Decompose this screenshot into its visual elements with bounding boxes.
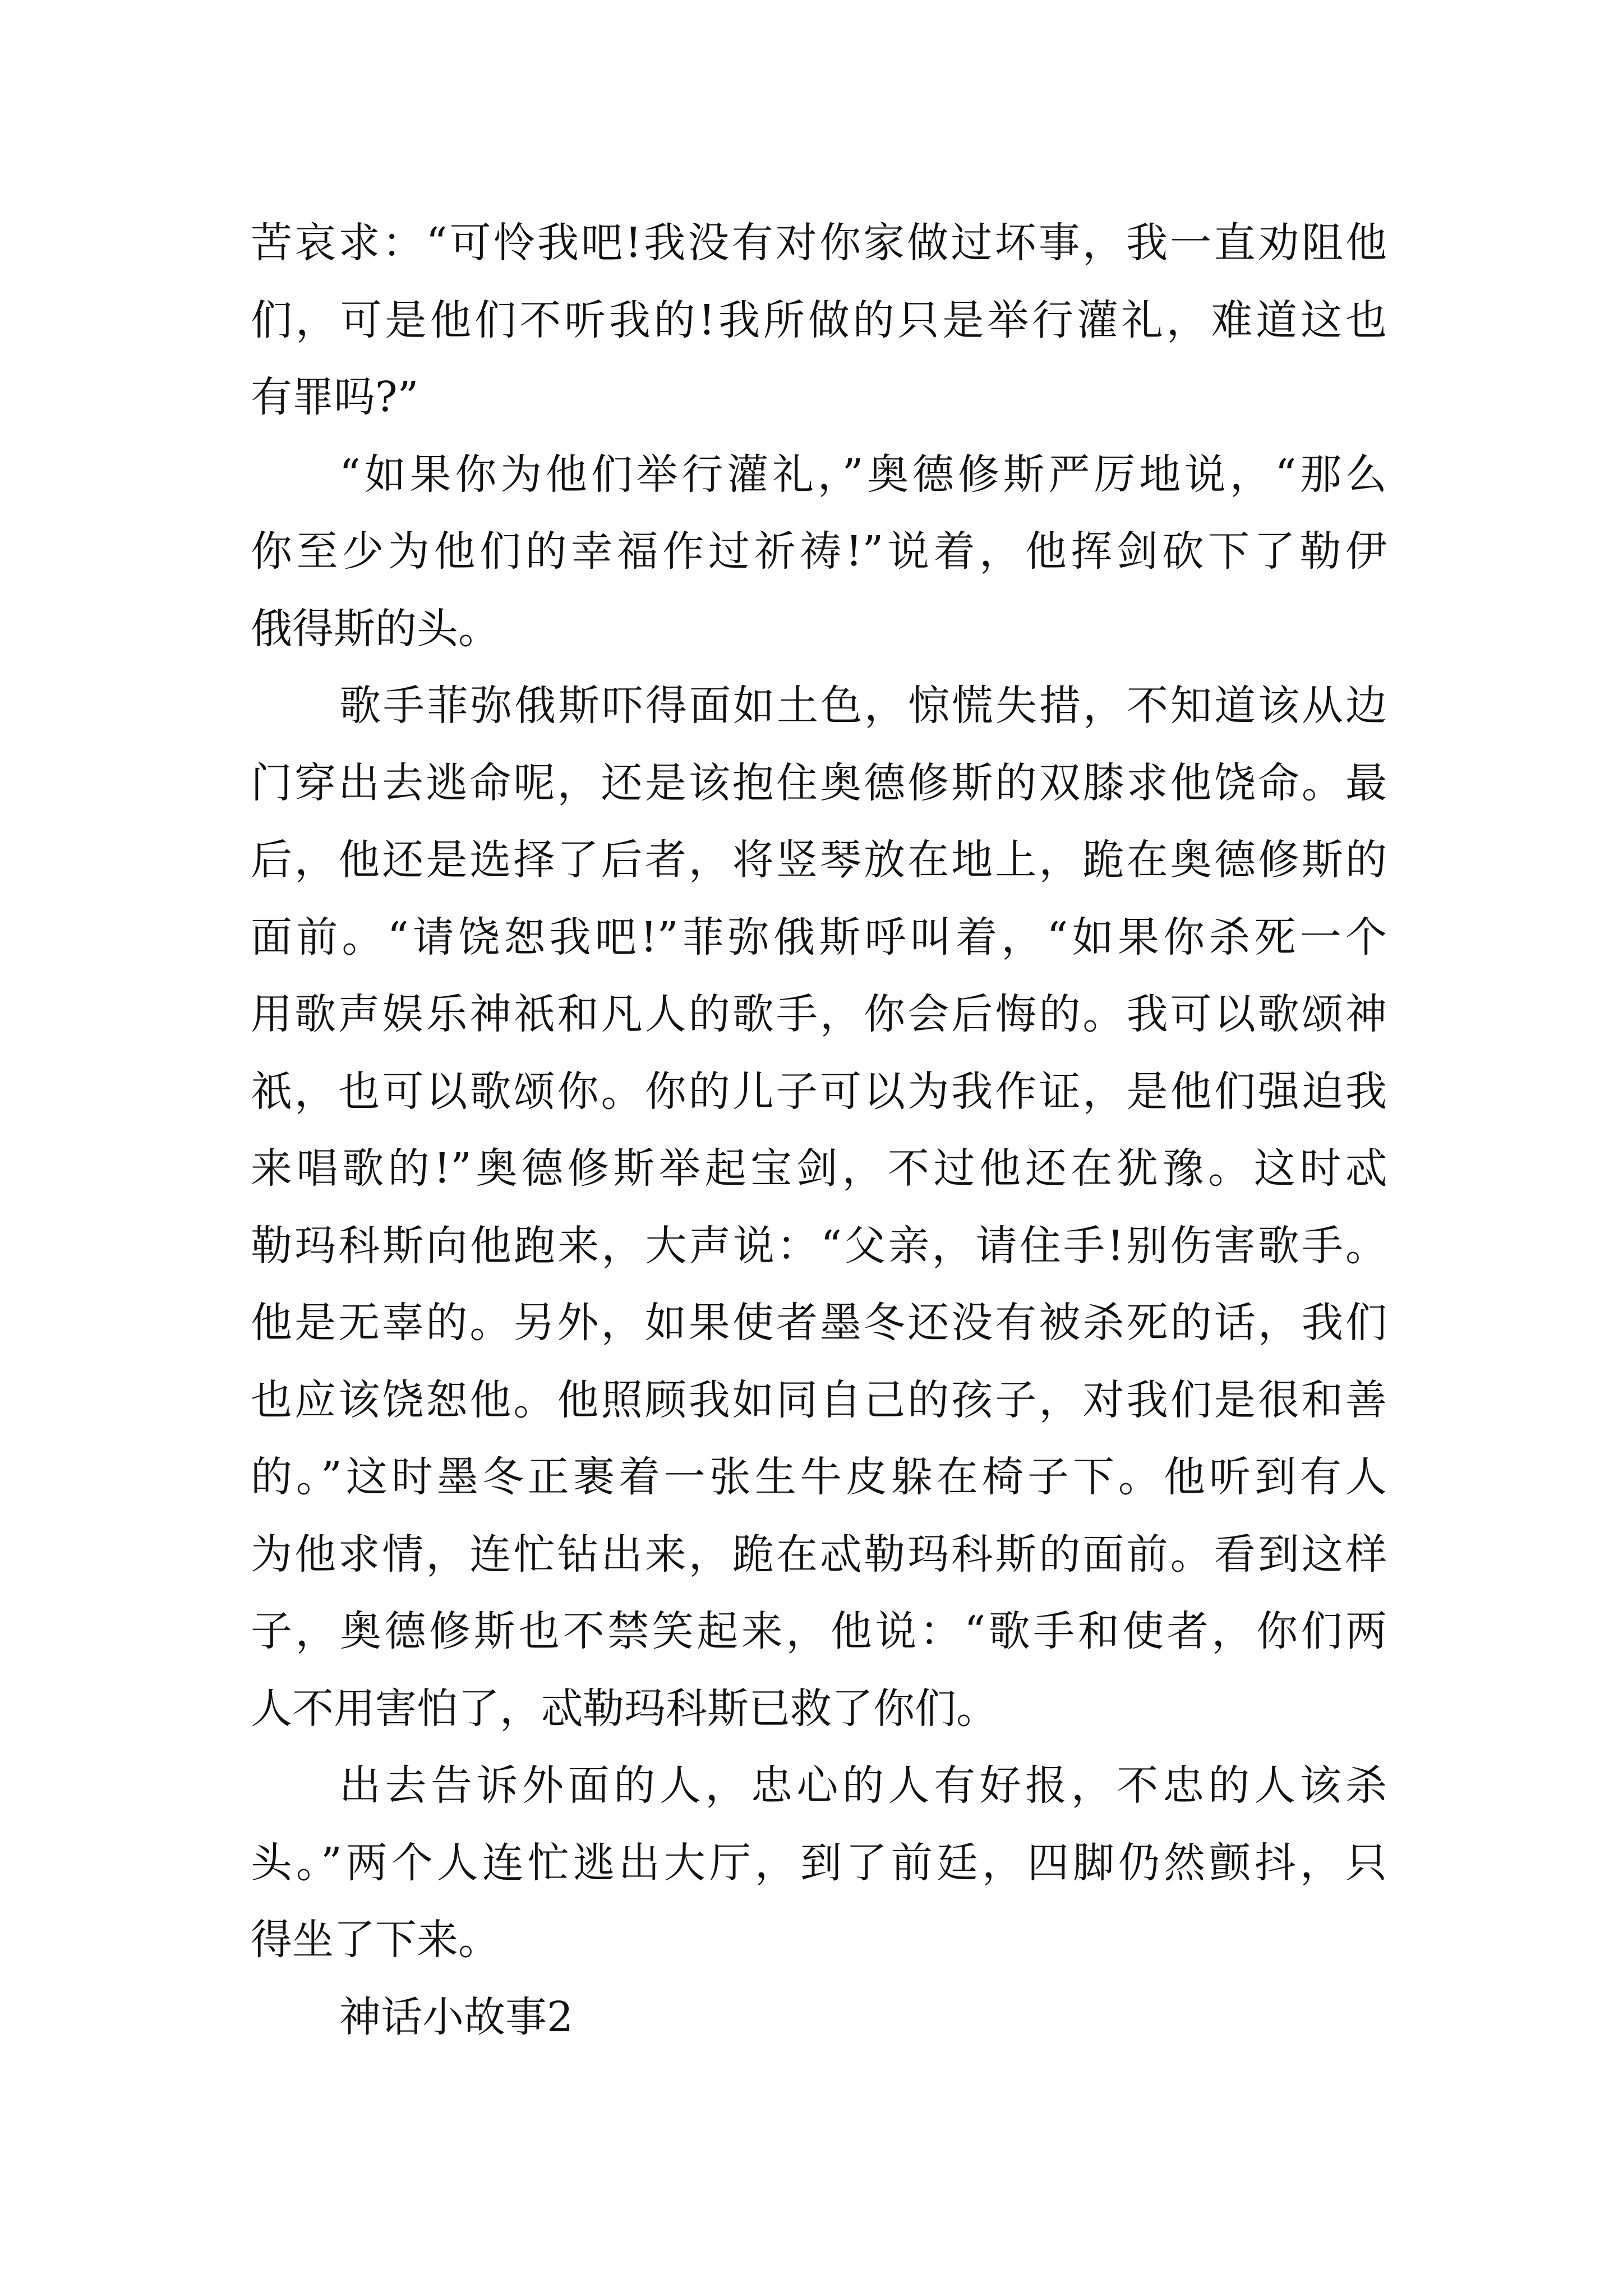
text-line: 用歌声娱乐神祇和凡人的歌手，你会后悔的。我可以歌颂神: [251, 990, 1387, 1038]
section-heading: 神话小故事2: [339, 1993, 574, 2041]
document-body: [251, 205, 1387, 2056]
text-line: 来唱歌的!”奥德修斯举起宝剑，不过他还在犹豫。这时忒: [251, 1144, 1387, 1193]
paragraph: [251, 205, 1387, 436]
text-line: 后，他还是选择了后者，将竖琴放在地上，跪在奥德修斯的: [251, 836, 1387, 884]
text-line: 人不用害怕了，忒勒玛科斯已救了你们。: [251, 1684, 998, 1733]
text-line: 出去告诉外面的人，忠心的人有好报，不忠的人该杀: [339, 1761, 1387, 1810]
text-line: 的。”这时墨冬正裹着一张生牛皮躲在椅子下。他听到有人: [251, 1453, 1387, 1501]
text-line: 得坐了下来。: [251, 1916, 500, 1964]
text-line: 面前。“请饶恕我吧!”菲弥俄斯呼叫着，“如果你杀死一个: [251, 913, 1387, 961]
text-line: 头。”两个人连忙逃出大厅，到了前廷，四脚仍然颤抖，只: [251, 1838, 1387, 1887]
text-line: 俄得斯的头。: [251, 604, 500, 653]
text-line: 有罪吗?”: [251, 373, 419, 421]
text-line: 苦哀求：“可怜我吧!我没有对你家做过坏事，我一直劝阻他: [251, 219, 1387, 267]
text-line: 歌手菲弥俄斯吓得面如土色，惊慌失措，不知道该从边: [339, 682, 1387, 730]
text-line: 勒玛科斯向他跑来，大声说：“父亲，请住手!别伤害歌手。: [251, 1221, 1387, 1270]
text-line: 子，奥德修斯也不禁笑起来，他说：“歌手和使者，你们两: [251, 1607, 1387, 1655]
text-line: “如果你为他们举行灌礼，”奥德修斯严厉地说，“那么: [339, 450, 1387, 499]
text-line: 祇，也可以歌颂你。你的儿子可以为我作证，是他们强迫我: [251, 1067, 1387, 1116]
text-line: 你至少为他们的幸福作过祈祷!”说着，他挥剑砍下了勒伊: [251, 527, 1387, 576]
text-line: 门穿出去逃命呢，还是该抱住奥德修斯的双膝求他饶命。最: [251, 758, 1387, 807]
text-line: 们，可是他们不听我的!我所做的只是举行灌礼，难道这也: [251, 296, 1387, 344]
section-heading-paragraph: [251, 1979, 1387, 2056]
paragraph: [251, 668, 1387, 1747]
text-line: 为他求情，连忙钻出来，跪在忒勒玛科斯的面前。看到这样: [251, 1530, 1387, 1579]
text-line: 他是无辜的。另外，如果使者墨冬还没有被杀死的话，我们: [251, 1299, 1387, 1347]
text-line: 也应该饶恕他。他照顾我如同自己的孩子，对我们是很和善: [251, 1375, 1387, 1424]
paragraph: [251, 1747, 1387, 1979]
paragraph: [251, 436, 1387, 668]
